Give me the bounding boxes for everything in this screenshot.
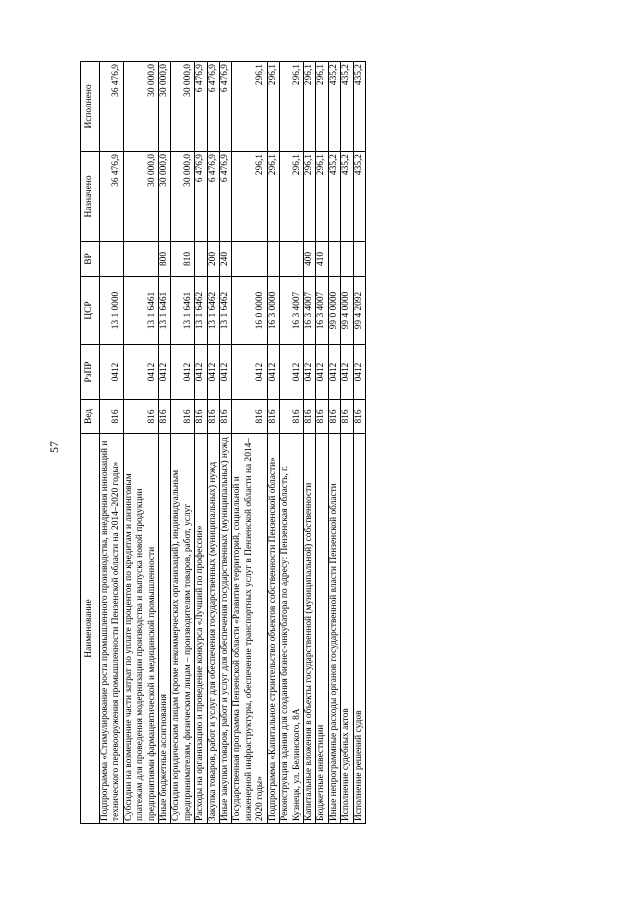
cell-assigned: 296,1 (267, 152, 279, 242)
cell-name: Подпрограмма «Стимулирование роста промышленного производства, внедрения инноваций и технического перевооружения промышленности Пензенской области на 2014–2020 годы» (100, 434, 124, 824)
cell-ved: 816 (195, 400, 207, 434)
cell-rzpr: 0412 (171, 345, 195, 400)
table-row (267, 62, 279, 824)
budget-table (80, 61, 366, 824)
table-body (100, 62, 366, 824)
cell-assigned: 435,2 (341, 152, 353, 242)
cell-name: Подпрограмма «Капитальное строительство объектов собственности Пензенской области» (267, 434, 279, 824)
cell-assigned: 6 476,9 (220, 152, 232, 242)
table-row (159, 62, 171, 824)
header-ved: Вед (81, 400, 100, 434)
cell-assigned: 296,1 (316, 152, 328, 242)
cell-ved: 816 (353, 400, 365, 434)
cell-csr: 99 4 0000 (341, 277, 353, 345)
table-row (280, 62, 304, 824)
header-rzpr: РзПР (81, 345, 100, 400)
table-row (341, 62, 353, 824)
cell-rzpr: 0412 (220, 345, 232, 400)
cell-csr: 13 1 0000 (100, 277, 124, 345)
cell-assigned: 296,1 (303, 152, 315, 242)
table-row (207, 62, 219, 824)
cell-rzpr: 0412 (123, 345, 158, 400)
rotated-table-container (80, 62, 540, 824)
cell-vr (195, 242, 207, 277)
cell-executed: 435,2 (353, 62, 365, 152)
cell-rzpr: 0412 (280, 345, 304, 400)
cell-ved: 816 (280, 400, 304, 434)
cell-executed: 296,1 (280, 62, 304, 152)
cell-rzpr: 0412 (316, 345, 328, 400)
cell-name: Реконструкция здания для создания бизнес-инкубатора по адресу: Пензенская область, г. Кузнецк, ул. Белинского, 8А (280, 434, 304, 824)
cell-rzpr: 0412 (100, 345, 124, 400)
table-row (220, 62, 232, 824)
cell-executed: 435,2 (328, 62, 340, 152)
cell-executed: 30 000,0 (123, 62, 158, 152)
cell-ved: 816 (341, 400, 353, 434)
cell-name: Капитальные вложения в объекты государственной (муниципальной) собственности (303, 434, 315, 824)
cell-assigned: 30 000,0 (159, 152, 171, 242)
cell-csr: 13 1 6461 (171, 277, 195, 345)
cell-vr (280, 242, 304, 277)
cell-name: Бюджетные инвестиции (316, 434, 328, 824)
cell-csr: 13 1 6462 (195, 277, 207, 345)
header-executed: Исполнено (81, 62, 100, 152)
cell-ved: 816 (303, 400, 315, 434)
cell-vr (353, 242, 365, 277)
cell-vr: 810 (171, 242, 195, 277)
cell-vr: 240 (220, 242, 232, 277)
cell-assigned: 30 000,0 (123, 152, 158, 242)
cell-csr: 16 0 0000 (232, 277, 267, 345)
cell-executed: 36 476,9 (100, 62, 124, 152)
header-csr: ЦСР (81, 277, 100, 345)
cell-ved: 816 (328, 400, 340, 434)
cell-rzpr: 0412 (232, 345, 267, 400)
table-row (303, 62, 315, 824)
cell-name: Субсидии на возмещение части затрат по уплате процентов по кредитам и лизинговым платежам для проведения модернизации производства и выпуска новой продукции предприятиями фармацевтической и медицинской промышленности (123, 434, 158, 824)
cell-rzpr: 0412 (341, 345, 353, 400)
cell-vr: 400 (303, 242, 315, 277)
cell-assigned: 6 476,9 (207, 152, 219, 242)
cell-executed: 6 476,9 (207, 62, 219, 152)
table-row (171, 62, 195, 824)
cell-vr: 200 (207, 242, 219, 277)
cell-ved: 816 (171, 400, 195, 434)
cell-assigned: 435,2 (353, 152, 365, 242)
cell-executed: 435,2 (341, 62, 353, 152)
cell-vr (341, 242, 353, 277)
cell-name: Закупка товаров, работ и услуг для обеспечения государственных (муниципальных) нужд (207, 434, 219, 824)
page-number: 57 (47, 441, 61, 453)
cell-csr: 13 1 6462 (207, 277, 219, 345)
cell-name: Расходы на организацию и проведение конкурса «Лучший по профессии» (195, 434, 207, 824)
header-name: Наименование (81, 434, 100, 824)
table-row (195, 62, 207, 824)
cell-vr (232, 242, 267, 277)
cell-name: Исполнение решений судов (353, 434, 365, 824)
cell-csr: 13 1 6462 (220, 277, 232, 345)
cell-vr (100, 242, 124, 277)
cell-executed: 296,1 (232, 62, 267, 152)
table-row (100, 62, 124, 824)
table-row (232, 62, 267, 824)
cell-rzpr: 0412 (267, 345, 279, 400)
cell-csr: 99 0 0000 (328, 277, 340, 345)
cell-ved: 816 (232, 400, 267, 434)
cell-rzpr: 0412 (303, 345, 315, 400)
cell-csr: 16 3 4007 (303, 277, 315, 345)
cell-executed: 6 476,9 (195, 62, 207, 152)
cell-vr (123, 242, 158, 277)
table-row (328, 62, 340, 824)
cell-assigned: 435,2 (328, 152, 340, 242)
cell-assigned: 296,1 (232, 152, 267, 242)
cell-ved: 816 (267, 400, 279, 434)
cell-assigned: 30 000,0 (171, 152, 195, 242)
cell-ved: 816 (159, 400, 171, 434)
cell-csr: 13 1 6461 (123, 277, 158, 345)
cell-vr (328, 242, 340, 277)
cell-name: Иные непрограммные расходы органов государственной власти Пензенской области (328, 434, 340, 824)
cell-csr: 99 4 2092 (353, 277, 365, 345)
cell-executed: 296,1 (303, 62, 315, 152)
table-row (123, 62, 158, 824)
cell-executed: 30 000,0 (171, 62, 195, 152)
cell-vr: 410 (316, 242, 328, 277)
cell-name: Иные закупки товаров, работ и услуг для обеспечения государственных (муниципальных) нужд (220, 434, 232, 824)
header-assigned: Назначено (81, 152, 100, 242)
cell-executed: 296,1 (267, 62, 279, 152)
cell-vr: 800 (159, 242, 171, 277)
cell-rzpr: 0412 (195, 345, 207, 400)
cell-ved: 816 (100, 400, 124, 434)
cell-rzpr: 0412 (353, 345, 365, 400)
cell-executed: 6 476,9 (220, 62, 232, 152)
cell-ved: 816 (207, 400, 219, 434)
cell-ved: 816 (123, 400, 158, 434)
table-row (316, 62, 328, 824)
cell-rzpr: 0412 (328, 345, 340, 400)
cell-rzpr: 0412 (207, 345, 219, 400)
cell-ved: 816 (316, 400, 328, 434)
header-vr: ВР (81, 242, 100, 277)
table-row (353, 62, 365, 824)
cell-executed: 30 000,0 (159, 62, 171, 152)
cell-csr: 16 3 4007 (316, 277, 328, 345)
cell-assigned: 6 476,9 (195, 152, 207, 242)
cell-csr: 16 3 0000 (267, 277, 279, 345)
cell-assigned: 36 476,9 (100, 152, 124, 242)
cell-csr: 13 1 6461 (159, 277, 171, 345)
cell-ved: 816 (220, 400, 232, 434)
cell-name: Иные бюджетные ассигнования (159, 434, 171, 824)
cell-name: Исполнение судебных актов (341, 434, 353, 824)
cell-vr (267, 242, 279, 277)
cell-executed: 296,1 (316, 62, 328, 152)
cell-csr: 16 3 4007 (280, 277, 304, 345)
cell-rzpr: 0412 (159, 345, 171, 400)
cell-assigned: 296,1 (280, 152, 304, 242)
table-header-row (81, 62, 100, 824)
cell-name: Субсидии юридическим лицам (кроме некоммерческих организаций), индивидуальным предпринимателям, физическим лицам – производителям товаров, работ, услуг (171, 434, 195, 824)
cell-name: Государственная программа Пензенской области «Развитие территорий, социальной и инженерной инфраструктуры, обеспечение транспортных услуг в Пензенской области на 2014–2020 годы» (232, 434, 267, 824)
